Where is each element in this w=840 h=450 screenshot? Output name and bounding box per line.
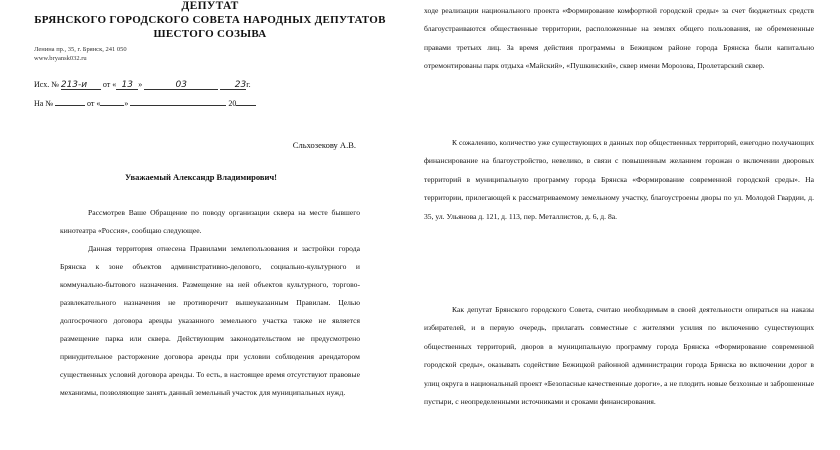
incoming-number-label: На № — [34, 99, 53, 108]
paragraph-5: Как депутат Брянского городского Совета, считаю необходимым в своей деятельности опираться на наказы избирателей, и в первую очередь, прилагать совместные с жителями усилия по включению существующих общественных территорий, дворов в муниципальную программу города Брянска «Формирование современной городской среды», оказывать содействие Бежицкой районной администрации города Брянска во включении дорог в улиц округа в национальный проект «Безопасные качественные дороги», а не плодить новые безхозные и заброшенные пустыри, с неопределенными источниками и сроками финансирования. — [424, 305, 814, 407]
incoming-day-field — [100, 96, 124, 106]
header-convocation: ШЕСТОГО СОЗЫВА — [153, 28, 267, 40]
outgoing-day-field — [116, 80, 138, 90]
paragraph-1: Рассмотрев Ваше Обращение по поводу организации сквера на месте бывшего кинотеатра «Россия», сообщаю следующее. — [60, 208, 360, 235]
outgoing-date-label: от « — [102, 80, 117, 89]
outgoing-number-value: 213-и — [60, 80, 88, 90]
addressee: Сльхозекову А.В. — [292, 140, 356, 150]
outgoing-reference: Исх. № 213-и от « 13 » 03 23г. — [34, 80, 251, 90]
incoming-year-field — [236, 96, 256, 106]
outgoing-number-label: Исх. № — [34, 80, 59, 89]
incoming-year-prefix: 20 — [228, 99, 237, 108]
outgoing-year-suffix: г. — [246, 80, 251, 89]
incoming-reference: На № от « » 20 — [34, 96, 256, 108]
paragraph-4: К сожалению, количество уже существующих в данных пор общественных территорий, ежегодно получающих финансирование на благоустройство, невелико, в связи с повышенным желанием горожан о включении дворовых территорий в муниципальную программу города Брянска «Формирование современной городской среды». На территории, прилегающей к рассматриваемому земельному участку, благоустроены дворы по ул. Молодой Гвардии, д. 35, ул. Ульянова д. 121, д. 113, пер. Металлистов, д. 6, д. 8а. — [424, 138, 814, 221]
outgoing-number-field — [61, 80, 101, 90]
header-title: ДЕПУТАТ — [181, 0, 239, 12]
outgoing-day-value: 13 — [121, 80, 133, 90]
paragraph-2: Данная территория отнесена Правилами землепользования и застройки города Брянска к зоне объектов административно-делового, социально-культурного и коммунально-бытового назначения. Размещение на ней объектов культурного, торгово-развлекательного назначения не противоречит вышеуказанным Правилам. Целью долгосрочного договора аренды указанного земельного участка также не является размещение парка или сквера. Действующим законодательством не предусмотрено принудительное расторжение договора аренды при условии соблюдения арендатором существенных условий договора аренды. То есть, в настоящее время отсутствуют правовые механизмы, позволяющие занять данный земельный участок для муниципальных нужд. — [60, 244, 360, 397]
header-organization: БРЯНСКОГО ГОРОДСКОГО СОВЕТА НАРОДНЫХ ДЕПУТАТОВ — [34, 14, 386, 26]
outgoing-year-value: 23 — [234, 80, 247, 90]
outgoing-year-field — [220, 80, 246, 90]
incoming-number-field — [55, 96, 85, 106]
header-website: www.bryansk032.ru — [34, 55, 87, 62]
salutation: Уважаемый Александр Владимирович! — [124, 172, 277, 182]
incoming-month-field — [130, 96, 226, 106]
outgoing-month-field — [144, 80, 218, 90]
paragraph-3: ходе реализации национального проекта «Формирование комфортной городской среды» за счет бюджетных средств благоустраиваются общественные территории, расположенные на землях общего пользования, не обремененные правами третьих лиц. За время действия программы в Бежицком районе города Брянска были капитально отремонтированы парк отдыха «Майский», «Пушкинский», сквер имени Морозова, Пролетарский сквер. — [424, 6, 814, 71]
incoming-date-label: от « — [86, 99, 101, 108]
outgoing-month-value: 03 — [175, 80, 187, 90]
header-address: Ленина пр., 35, г. Брянск, 241 050 — [34, 46, 127, 53]
